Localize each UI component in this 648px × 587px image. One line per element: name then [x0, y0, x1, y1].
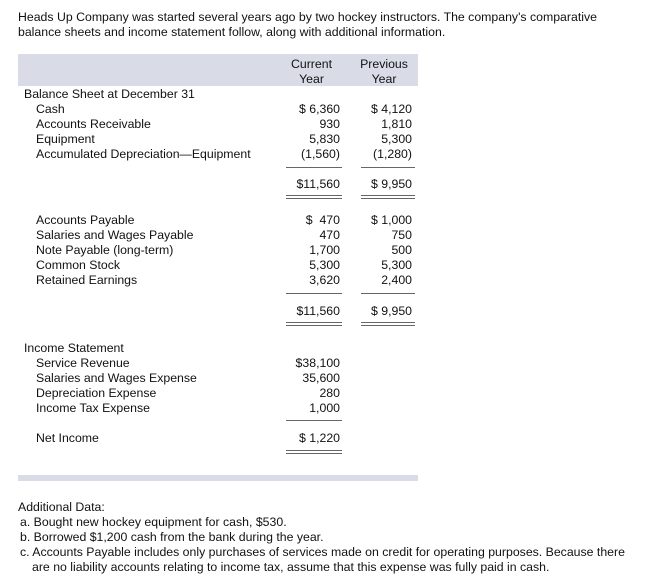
- asset-label: Accounts Receivable: [36, 117, 151, 131]
- equity-label: Common Stock: [36, 258, 121, 272]
- liability-previous: $ 1,000: [370, 213, 412, 227]
- total-assets-previous: $ 9,950: [370, 177, 412, 191]
- asset-previous: $ 4,120: [370, 102, 412, 116]
- total-double-rule: [286, 450, 342, 454]
- subtotal-rule: [361, 293, 415, 294]
- previous-header-line2: Year: [371, 71, 397, 86]
- previous-year-header: [356, 57, 412, 86]
- total-assets-current: $11,560: [296, 177, 340, 191]
- income-item-current: $38,100: [295, 356, 340, 370]
- net-income-current: $ 1,220: [298, 431, 340, 445]
- equity-current: 3,620: [309, 273, 340, 287]
- net-income-label: Net Income: [36, 431, 99, 445]
- subtotal-rule: [286, 293, 342, 294]
- total-liabilities-current: $11,560: [296, 304, 340, 318]
- total-double-rule: [361, 195, 415, 199]
- equity-previous: 2,400: [381, 273, 412, 287]
- asset-previous: 5,300: [381, 132, 412, 146]
- equity-previous: 5,300: [381, 258, 412, 272]
- additional-data: [18, 500, 638, 575]
- income-item-current: 1,000: [309, 401, 340, 415]
- total-double-rule: [286, 322, 342, 326]
- asset-label: Equipment: [36, 132, 95, 146]
- additional-item: a. Bought new hockey equipment for cash, $530.: [20, 515, 287, 529]
- liability-label: Accounts Payable: [36, 213, 135, 227]
- asset-current: (1,560): [301, 147, 340, 161]
- subtotal-rule: [361, 167, 415, 168]
- liability-current: 470: [319, 228, 340, 242]
- asset-current: 5,830: [309, 132, 340, 146]
- total-double-rule: [286, 195, 342, 199]
- liability-current: $ 470: [305, 213, 340, 227]
- table-bottom-band: [18, 475, 418, 481]
- asset-label: Accumulated Depreciation—Equipment: [36, 147, 251, 161]
- asset-label: Cash: [36, 102, 65, 116]
- current-header-line1: Current: [290, 57, 332, 71]
- total-liabilities-previous: $ 9,950: [370, 304, 412, 318]
- equity-current: 5,300: [309, 258, 340, 272]
- income-item-current: 35,600: [302, 371, 340, 385]
- equity-label: Retained Earnings: [36, 273, 138, 287]
- previous-header-line1: Previous: [360, 57, 408, 71]
- income-item-label: Depreciation Expense: [36, 386, 157, 400]
- subtotal-rule: [286, 167, 342, 168]
- liability-previous: 500: [391, 243, 412, 257]
- current-header-line2: Year: [299, 71, 324, 86]
- additional-item: c. Accounts Payable includes only purchases of services made on credit for operating purposes. Because there are no liability accounts relating to income tax, assume that this expense was fully paid in cash.: [20, 545, 625, 574]
- liability-current: 1,700: [309, 243, 340, 257]
- balance-sheet-title: Balance Sheet at December 31: [24, 87, 195, 101]
- additional-data-title: Additional Data:: [18, 500, 105, 514]
- problem-intro: Heads Up Company was started several years ago by two hockey instructors. The company's comparative balance sheets and income statement follow, along with additional information.: [18, 10, 597, 39]
- additional-item: b. Borrowed $1,200 cash from the bank during the year.: [20, 530, 324, 544]
- total-double-rule: [361, 322, 415, 326]
- current-year-header: [283, 57, 340, 86]
- asset-previous: (1,280): [373, 147, 412, 161]
- asset-previous: 1,810: [381, 117, 412, 131]
- liability-previous: 750: [391, 228, 412, 242]
- income-item-label: Salaries and Wages Expense: [36, 371, 197, 385]
- liability-label: Note Payable (long-term): [36, 243, 174, 257]
- financial-statements-table: [18, 54, 418, 481]
- income-item-current: 280: [319, 386, 340, 400]
- subtotal-rule: [286, 420, 342, 421]
- asset-current: $ 6,360: [298, 102, 340, 116]
- income-item-label: Income Tax Expense: [36, 401, 150, 415]
- liability-label: Salaries and Wages Payable: [36, 228, 194, 242]
- income-statement-title: Income Statement: [24, 341, 124, 355]
- income-item-label: Service Revenue: [36, 356, 130, 370]
- asset-current: 930: [319, 117, 340, 131]
